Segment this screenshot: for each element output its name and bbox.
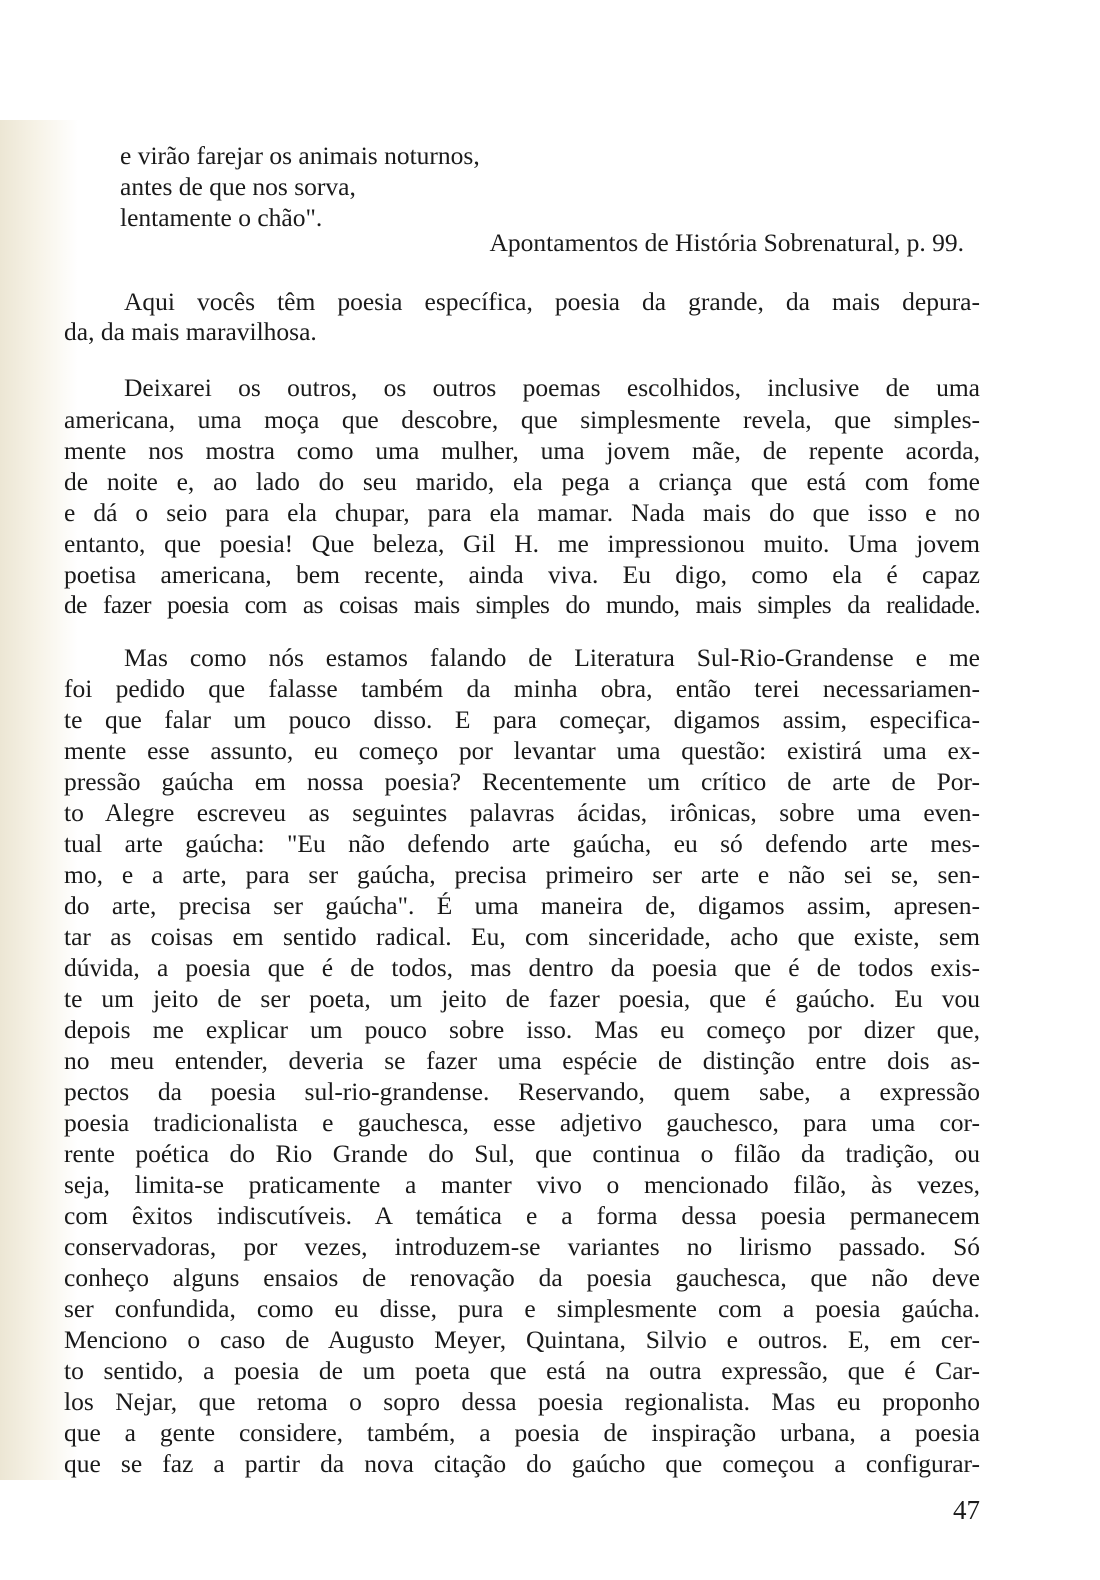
- text-line: te um jeito de ser poeta, um jeito de fazer poesia, que é gaúcho. Eu vou: [64, 984, 980, 1013]
- text-line: tar as coisas em sentido radical. Eu, com sinceridade, acho que existe, sem: [64, 922, 980, 951]
- text-line: rente poética do Rio Grande do Sul, que continua o filão da tradição, ou: [64, 1139, 980, 1168]
- text-line: conservadoras, por vezes, introduzem-se variantes no lirismo passado. Só: [64, 1232, 980, 1261]
- text-line: to sentido, a poesia de um poeta que está na outra expressão, que é Car-: [64, 1356, 980, 1385]
- text-line: depois me explicar um pouco sobre isso. Mas eu começo por dizer que,: [64, 1015, 980, 1044]
- text-line: pressão gaúcha em nossa poesia? Recentemente um crítico de arte de Por-: [64, 767, 980, 796]
- text-line: dúvida, a poesia que é de todos, mas dentro da poesia que é de todos exis-: [64, 953, 980, 982]
- text-line: conheço alguns ensaios de renovação da poesia gauchesca, que não deve: [64, 1263, 980, 1292]
- text-line: ser confundida, como eu disse, pura e simplesmente com a poesia gaúcha.: [64, 1294, 980, 1323]
- text-line: de fazer poesia com as coisas mais simples do mundo, mais simples da realidade.: [64, 590, 980, 619]
- verse-line: e virão farejar os animais noturnos,: [120, 141, 480, 170]
- text-line: te que falar um pouco disso. E para começar, digamos assim, especifica-: [64, 705, 980, 734]
- text-line: Aqui vocês têm poesia específica, poesia da grande, da mais depura-: [124, 287, 980, 316]
- citation: Apontamentos de História Sobrenatural, p. 99.: [489, 228, 964, 257]
- text-line: Deixarei os outros, os outros poemas escolhidos, inclusive de uma: [124, 373, 980, 402]
- text-line: to Alegre escreveu as seguintes palavras ácidas, irônicas, sobre uma even-: [64, 798, 980, 827]
- verse-line: antes de que nos sorva,: [120, 172, 356, 201]
- text-line: los Nejar, que retoma o sopro dessa poesia regionalista. Mas eu proponho: [64, 1387, 980, 1416]
- text-line: poesia tradicionalista e gauchesca, esse adjetivo gauchesco, para uma cor-: [64, 1108, 980, 1137]
- verse-line: lentamente o chão".: [120, 203, 323, 232]
- text-line: que a gente considere, também, a poesia de inspiração urbana, a poesia: [64, 1418, 980, 1447]
- text-line: mente nos mostra como uma mulher, uma jovem mãe, de repente acorda,: [64, 436, 980, 465]
- text-line: Menciono o caso de Augusto Meyer, Quintana, Silvio e outros. E, em cer-: [64, 1325, 980, 1354]
- text-line: mente esse assunto, eu começo por levantar uma questão: existirá uma ex-: [64, 736, 980, 765]
- text-line: mo, e a arte, para ser gaúcha, precisa primeiro ser arte e não sei se, sen-: [64, 860, 980, 889]
- text-line: do arte, precisa ser gaúcha". É uma maneira de, digamos assim, apresen-: [64, 891, 980, 920]
- text-line: pectos da poesia sul-rio-grandense. Reservando, quem sabe, a expressão: [64, 1077, 980, 1106]
- text-line: americana, uma moça que descobre, que simplesmente revela, que simples-: [64, 405, 980, 434]
- text-line: e dá o seio para ela chupar, para ela mamar. Nada mais do que isso e no: [64, 498, 980, 527]
- text-line: entanto, que poesia! Que beleza, Gil H. me impressionou muito. Uma jovem: [64, 529, 980, 558]
- text-line: no meu entender, deveria se fazer uma espécie de distinção entre dois as-: [64, 1046, 980, 1075]
- text-line: poetisa americana, bem recente, ainda viva. Eu digo, como ela é capaz: [64, 560, 980, 589]
- text-line: tual arte gaúcha: "Eu não defendo arte gaúcha, eu só defendo arte mes-: [64, 829, 980, 858]
- text-line: de noite e, ao lado do seu marido, ela pega a criança que está com fome: [64, 467, 980, 496]
- text-line: com êxitos indiscutíveis. A temática e a forma dessa poesia permanecem: [64, 1201, 980, 1230]
- text-line: seja, limita-se praticamente a manter vivo o mencionado filão, às vezes,: [64, 1170, 980, 1199]
- text-line: foi pedido que falasse também da minha obra, então terei necessariamen-: [64, 674, 980, 703]
- text-line: que se faz a partir da nova citação do gaúcho que começou a configurar-: [64, 1449, 980, 1478]
- text-line: da, da mais maravilhosa.: [64, 317, 317, 346]
- text-line: Mas como nós estamos falando de Literatura Sul-Rio-Grandense e me: [124, 643, 980, 672]
- page-number: 47: [953, 1495, 980, 1525]
